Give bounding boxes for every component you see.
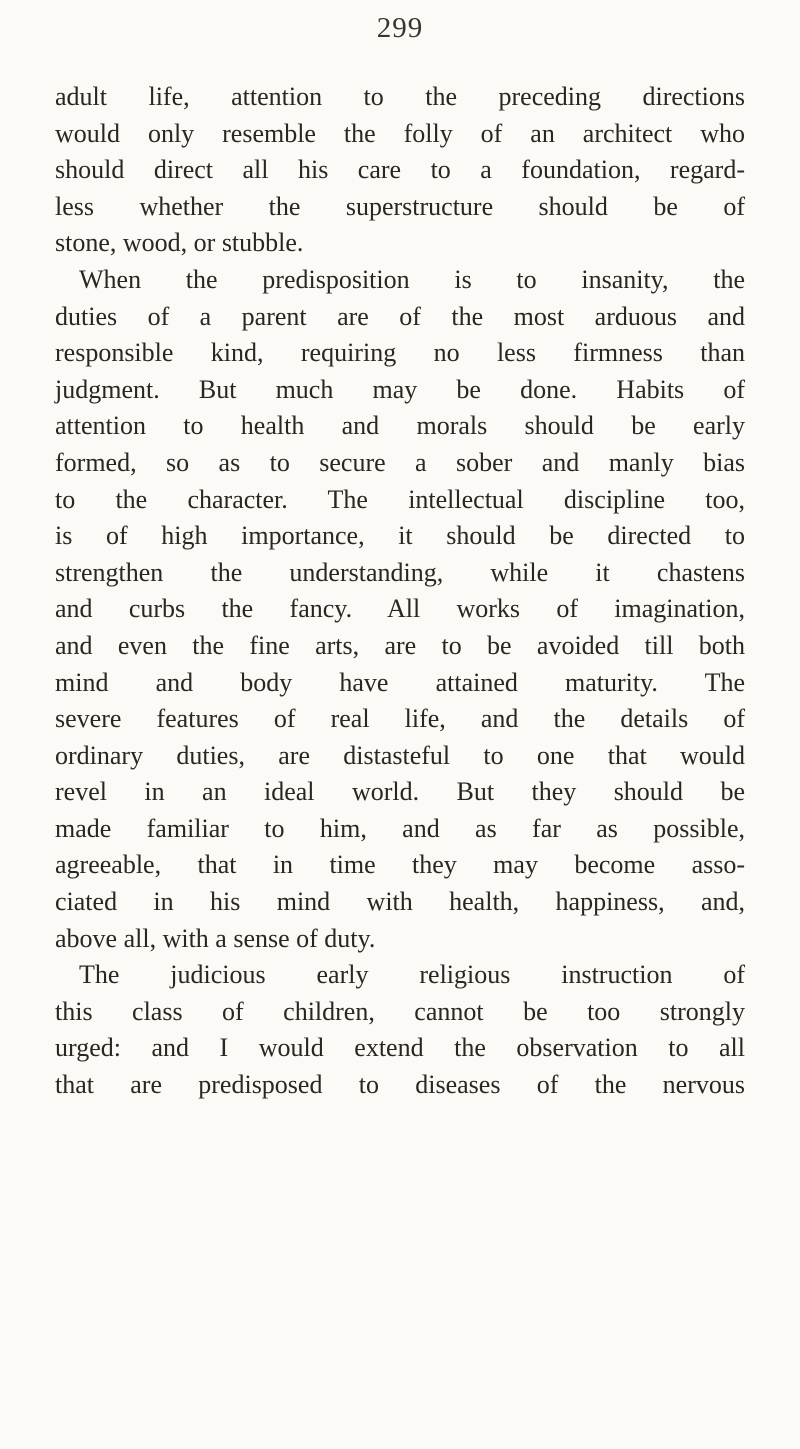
text-line: should direct all his care to a foundation, regard- xyxy=(55,155,745,185)
text-line: severe features of real life, and the details of xyxy=(55,704,745,734)
text-line: judgment. But much may be done. Habits of xyxy=(55,374,745,404)
text-line: revel in an ideal world. But they should be xyxy=(55,777,745,807)
text-line: to the character. The intellectual discipline too, xyxy=(55,484,745,514)
text-line: agreeable, that in time they may become asso- xyxy=(55,850,745,880)
text-line: less whether the superstructure should be of xyxy=(55,191,745,221)
text-line: and curbs the fancy. All works of imagination, xyxy=(55,594,745,624)
text-line: is of high importance, it should be directed to xyxy=(55,521,745,551)
text-line: ciated in his mind with health, happiness, and, xyxy=(55,887,745,917)
text-line: formed, so as to secure a sober and manly bias xyxy=(55,447,745,477)
body-text xyxy=(55,79,745,1104)
text-line: ordinary duties, are distasteful to one that would xyxy=(55,740,745,770)
text-line: strengthen the understanding, while it chastens xyxy=(55,557,745,587)
text-line: responsible kind, requiring no less firmness than xyxy=(55,338,745,368)
text-line: attention to health and morals should be early xyxy=(55,411,745,441)
text-line: duties of a parent are of the most arduous and xyxy=(55,301,745,331)
text-line: urged: and I would extend the observation to all xyxy=(55,1033,745,1063)
text-line: made familiar to him, and as far as possible, xyxy=(55,813,745,843)
text-line: above all, with a sense of duty. xyxy=(55,923,376,953)
page-number: 299 xyxy=(376,12,424,44)
text-line: mind and body have attained maturity. The xyxy=(55,667,745,697)
text-line: stone, wood, or stubble. xyxy=(55,228,304,258)
text-line: this class of children, cannot be too strongly xyxy=(55,996,745,1026)
text-line: that are predisposed to diseases of the nervous xyxy=(55,1070,745,1100)
text-line: adult life, attention to the preceding directions xyxy=(55,82,745,111)
text-line: and even the fine arts, are to be avoided till both xyxy=(55,630,745,660)
text-line: would only resemble the folly of an architect who xyxy=(55,118,745,148)
text-line: The judicious early religious instruction of xyxy=(79,960,745,990)
text-line: When the predisposition is to insanity, the xyxy=(79,264,745,294)
